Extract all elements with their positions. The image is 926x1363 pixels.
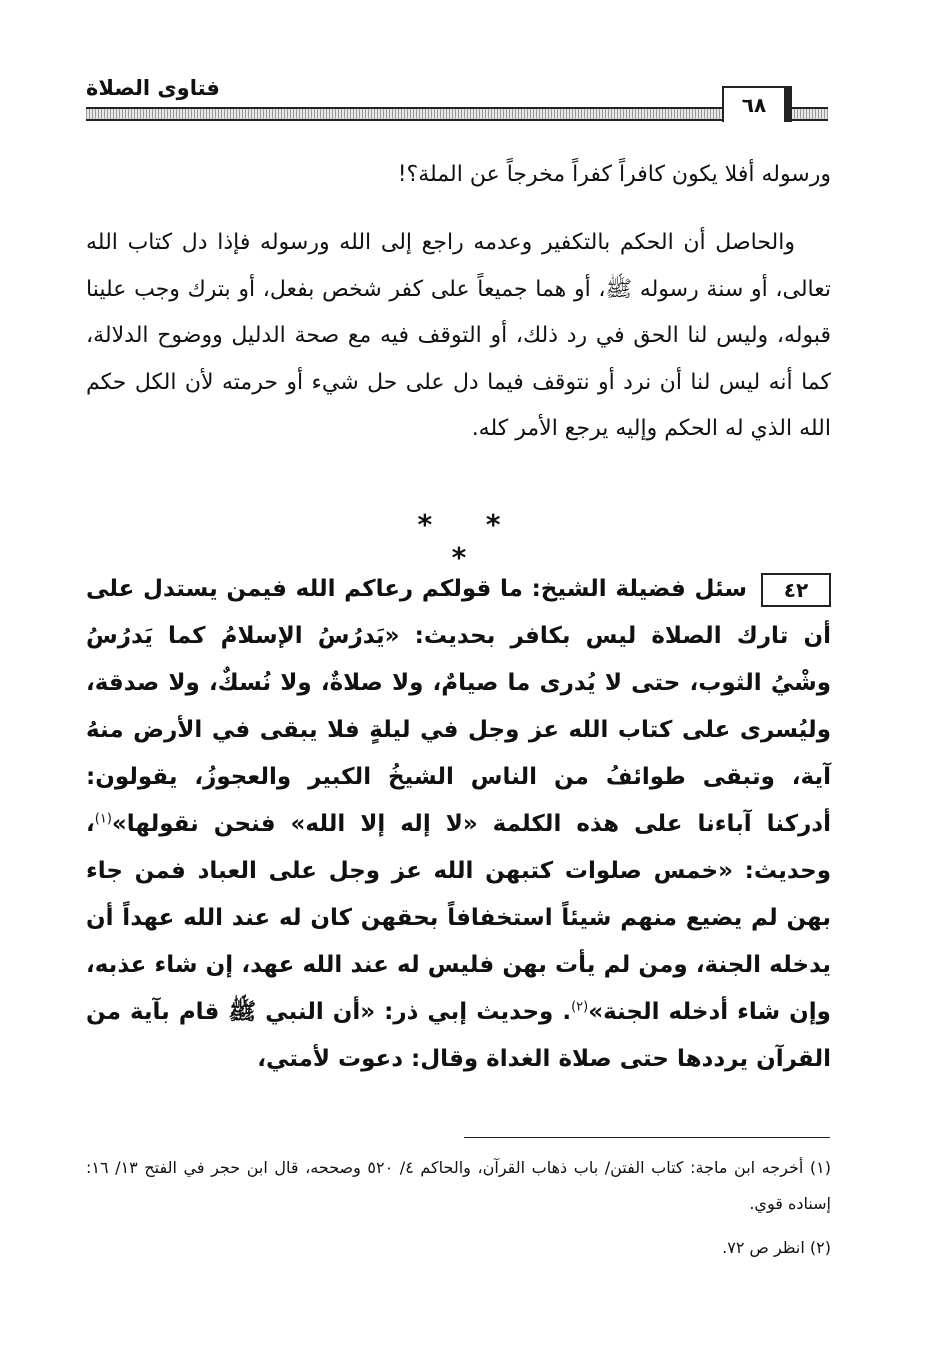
paragraph-conclusion: والحاصل أن الحكم بالتكفير وعدمه راجع إلى الله ورسوله فإذا دل كتاب الله تعالى، أو سنة رسوله ﷺ، أو هما جميعاً على كفر شخص بفعل، أو بترك وجب علينا قبوله، وليس لنا الحق في رد ذلك، أو التوقف فيه مع صحة الدليل ووضوح الدلالة، كما أنه ليس لنا أن نرد أو نتوقف فيما دل على حل شيء أو حرمته لأن الكل حكم الله الذي له الحكم وإليه يرجع الأمر كله. [86, 230, 831, 441]
footnote-ref-2: (٢) [571, 999, 589, 1015]
footnote-ref-1: (١) [94, 811, 112, 827]
question-number: ٤٢ [761, 573, 831, 607]
footnote-2: (٢) انظر ص ٧٢. [722, 1238, 831, 1257]
question-text-part1: سئل فضيلة الشيخ: ما قولكم رعاكم الله فيمن يستدل على أن تارك الصلاة ليس بكافر بحديث: «يَدرُسُ الإسلامُ كما يَدرُسُ وشْيُ الثوب، حتى لا يُدرى ما صيامٌ، ولا صلاةٌ، ولا نُسكٌ، ولا صدقة، وليُسرى على كتاب الله عز وجل في ليلةٍ فلا يبقى في الأرض منهُ آية، وتبقى طوائفُ من الناس الشيخُ الكبير والعجوزُ، يقولون: أدركنا آباءنا على هذه الكلمة «لا إله إلا الله» فنحن نقولها» [86, 576, 831, 837]
footnote-rule [464, 1137, 830, 1138]
running-header-title: فتاوى الصلاة [86, 76, 220, 100]
header-rule [86, 107, 828, 121]
question-text-part2: ، وحديث: «خمس صلوات كتبهن الله عز وجل على العباد فمن جاء بهن لم يضيع منهم شيئاً استخفافاً بحقهن كان له عند الله عهداً أن يدخله الجنة، ومن لم يأت بهن فليس له عند الله عهد، إن شاء عذبه، وإن شاء أدخله الجنة» [86, 811, 831, 1025]
page-number: ٦٨ [722, 86, 786, 122]
question-block [86, 566, 831, 1083]
section-separator: * * * [417, 508, 523, 574]
question-text-part3: . وحديث إبي ذر: «أن النبي ﷺ قام بآية من القرآن يرددها حتى صلاة الغداة وقال: دعوت لأمتي، [86, 999, 831, 1072]
footnote-1: (١) أخرجه ابن ماجة: كتاب الفتن/ باب ذهاب القرآن، والحاكم ٤/ ٥٢٠ وصححه، قال ابن حجر في الفتح ١٣/ ١٦: إسناده قوي. [86, 1158, 831, 1213]
paragraph-continuation: ورسوله أفلا يكون كافراً كفراً مخرجاً عن الملة؟! [397, 162, 831, 187]
